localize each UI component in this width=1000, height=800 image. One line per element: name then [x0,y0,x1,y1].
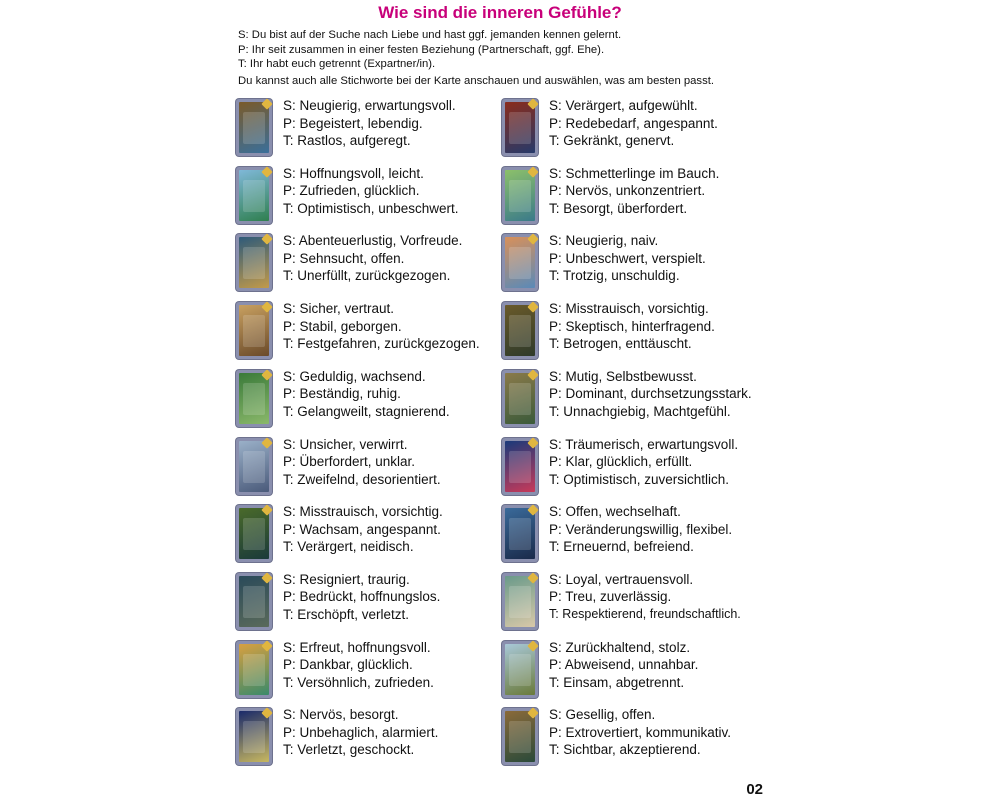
tarot-card-image [236,505,272,562]
keywords-separated: T: Erschöpft, verletzt. [283,606,410,622]
card-keywords [549,639,698,692]
tarot-card-image [236,167,272,224]
keywords-separated: T: Besorgt, überfordert. [549,200,688,216]
keywords-partnership: P: Treu, zuverlässig. [549,589,672,605]
tarot-card-image [502,438,538,495]
tarot-card-image [236,234,272,291]
tarot-card-image [502,99,538,156]
tarot-card-image [502,370,538,427]
card-entry [236,368,504,428]
card-keywords [283,232,462,285]
card-entry [502,503,770,563]
card-entry [236,503,504,563]
card-grid [236,97,776,777]
keywords-single: S: Resigniert, traurig. [283,571,410,587]
card-artwork [239,373,269,424]
card-entry [502,368,770,428]
keywords-separated: T: Sichtbar, akzeptierend. [549,742,701,758]
card-artwork [505,441,535,492]
keywords-separated: T: Verletzt, geschockt. [283,742,415,758]
card-keywords [549,436,738,489]
card-entry [236,639,504,699]
keywords-partnership: P: Wachsam, angespannt. [283,521,441,537]
card-artwork [239,170,269,221]
card-artwork [239,102,269,153]
card-keywords [283,436,441,489]
card-keywords [283,706,438,759]
tarot-card-image [502,234,538,291]
keywords-single: S: Gesellig, offen. [549,707,656,723]
card-entry [236,97,504,157]
keywords-partnership: P: Redebedarf, angespannt. [549,115,718,131]
card-keywords [549,503,732,556]
keywords-partnership: P: Unbeschwert, verspielt. [549,250,706,266]
card-keywords [283,97,456,150]
keywords-separated: T: Gelangweilt, stagnierend. [283,403,450,419]
keywords-separated: T: Optimistisch, zuversichtlich. [549,471,730,487]
card-entry [236,571,504,631]
keywords-separated: T: Zweifelnd, desorientiert. [283,471,441,487]
keywords-separated: T: Versöhnlich, zufrieden. [283,674,434,690]
card-artwork [239,508,269,559]
tarot-card-image [236,708,272,765]
keywords-partnership: P: Klar, glücklich, erfüllt. [549,454,693,469]
card-entry [502,97,770,157]
card-keywords [549,571,741,624]
card-entry [236,436,504,496]
intro-line-single: S: Du bist auf der Suche nach Liebe und hast ggf. jemanden kennen gelernt. [238,29,622,41]
intro-block [238,28,714,88]
keywords-separated: T: Erneuernd, befreiend. [549,539,694,555]
tarot-card-image [236,573,272,630]
card-entry [236,232,504,292]
keywords-partnership: P: Extrovertiert, kommunikativ. [549,724,732,740]
card-keywords [549,368,752,421]
keywords-partnership: P: Überfordert, unklar. [283,454,416,469]
card-keywords [549,97,718,150]
tarot-card-image [502,302,538,359]
card-artwork [505,102,535,153]
keywords-single: S: Mutig, Selbstbewusst. [549,368,697,384]
card-keywords [283,503,443,556]
card-entry [502,300,770,360]
keywords-separated: T: Betrogen, enttäuscht. [549,336,692,352]
keywords-separated: T: Verärgert, neidisch. [283,539,414,555]
keywords-separated: T: Trotzig, unschuldig. [549,268,680,284]
keywords-single: S: Unsicher, verwirrt. [283,436,408,452]
card-entry [502,232,770,292]
card-artwork [505,170,535,221]
card-artwork [505,644,535,695]
keywords-single: S: Geduldig, wachsend. [283,368,426,384]
intro-line-separated: T: Ihr habt euch getrennt (Expartner/in). [238,58,436,70]
card-artwork [505,237,535,288]
keywords-partnership: P: Zufrieden, glücklich. [283,183,420,199]
tarot-card-image [502,641,538,698]
card-artwork [239,237,269,288]
keywords-single: S: Träumerisch, erwartungsvoll. [549,436,739,452]
card-keywords [283,571,440,624]
keywords-single: S: Erfreut, hoffnungsvoll. [283,639,431,655]
keywords-single: S: Loyal, vertrauensvoll. [549,571,694,587]
card-artwork [505,305,535,356]
keywords-partnership: P: Beständig, ruhig. [283,386,401,402]
card-artwork [505,508,535,559]
card-keywords [549,232,706,285]
keywords-partnership: P: Bedrückt, hoffnungslos. [283,589,441,605]
card-entry [502,639,770,699]
card-entry [502,436,770,496]
intro-hint: Du kannst auch alle Stichworte bei der Karte anschauen und auswählen, was am besten passt. [238,74,715,87]
keywords-separated: T: Rastlos, aufgeregt. [283,133,411,148]
card-artwork [239,644,269,695]
card-artwork [505,373,535,424]
page-title: Wie sind die inneren Gefühle? [378,3,622,22]
keywords-single: S: Offen, wechselhaft. [549,504,681,520]
card-entry [236,706,504,766]
card-artwork [239,576,269,627]
keywords-partnership: P: Dominant, durchsetzungsstark. [549,386,752,402]
card-keywords [283,165,459,218]
keywords-single: S: Schmetterlinge im Bauch. [549,165,720,181]
keywords-partnership: P: Dankbar, glücklich. [283,657,413,673]
tarot-card-image [236,641,272,698]
card-artwork [505,711,535,762]
keywords-partnership: P: Abweisend, unnahbar. [549,657,699,673]
tarot-card-image [502,573,538,630]
card-artwork [505,576,535,627]
keywords-separated: T: Optimistisch, unbeschwert. [283,200,459,216]
keywords-single: S: Sicher, vertraut. [283,301,395,317]
card-keywords [283,300,480,353]
keywords-single: S: Zurückhaltend, stolz. [549,639,691,655]
keywords-single: S: Verärgert, aufgewühlt. [549,98,698,113]
intro-line-partnership: P: Ihr seit zusammen in einer festen Beziehung (Partnerschaft, ggf. Ehe). [238,43,605,56]
keywords-partnership: P: Veränderungswillig, flexibel. [549,521,733,537]
card-entry [236,165,504,225]
keywords-separated: T: Gekränkt, genervt. [549,133,675,148]
keywords-single: S: Hoffnungsvoll, leicht. [283,165,424,181]
keywords-single: S: Misstrauisch, vorsichtig. [549,301,709,317]
card-entry [502,706,770,766]
keywords-single: S: Abenteuerlustig, Vorfreude. [283,233,463,249]
keywords-single: S: Neugierig, naiv. [549,233,659,249]
keywords-single: S: Nervös, besorgt. [283,707,399,723]
keywords-partnership: P: Sehnsucht, offen. [283,250,405,266]
card-keywords [549,300,715,353]
keywords-partnership: P: Unbehaglich, alarmiert. [283,724,439,740]
tarot-card-image [236,302,272,359]
tarot-card-image [236,99,272,156]
keywords-single: S: Misstrauisch, vorsichtig. [283,504,443,520]
card-keywords [283,368,450,421]
keywords-separated: T: Unnachgiebig, Machtgefühl. [549,403,731,419]
card-keywords [549,165,719,218]
page-number: 02 [746,781,763,798]
card-artwork [239,305,269,356]
keywords-partnership: P: Stabil, geborgen. [283,318,402,334]
keywords-separated: T: Einsam, abgetrennt. [549,674,685,690]
tarot-card-image [236,370,272,427]
keywords-separated: T: Respektierend, freundschaftlich. [549,606,741,621]
card-artwork [239,441,269,492]
card-artwork [239,711,269,762]
keywords-separated: T: Festgefahren, zurückgezogen. [283,336,480,352]
keywords-separated: T: Unerfüllt, zurückgezogen. [283,268,451,284]
tarot-card-image [502,708,538,765]
tarot-card-image [502,505,538,562]
card-entry [502,165,770,225]
card-entry [236,300,504,360]
keywords-partnership: P: Nervös, unkonzentriert. [549,183,706,199]
card-entry [502,571,770,631]
tarot-card-image [236,438,272,495]
keywords-single: S: Neugierig, erwartungsvoll. [283,98,456,113]
tarot-card-image [502,167,538,224]
card-keywords [549,706,731,759]
keywords-partnership: P: Skeptisch, hinterfragend. [549,318,715,334]
keywords-partnership: P: Begeistert, lebendig. [283,115,423,131]
card-keywords [283,639,434,692]
